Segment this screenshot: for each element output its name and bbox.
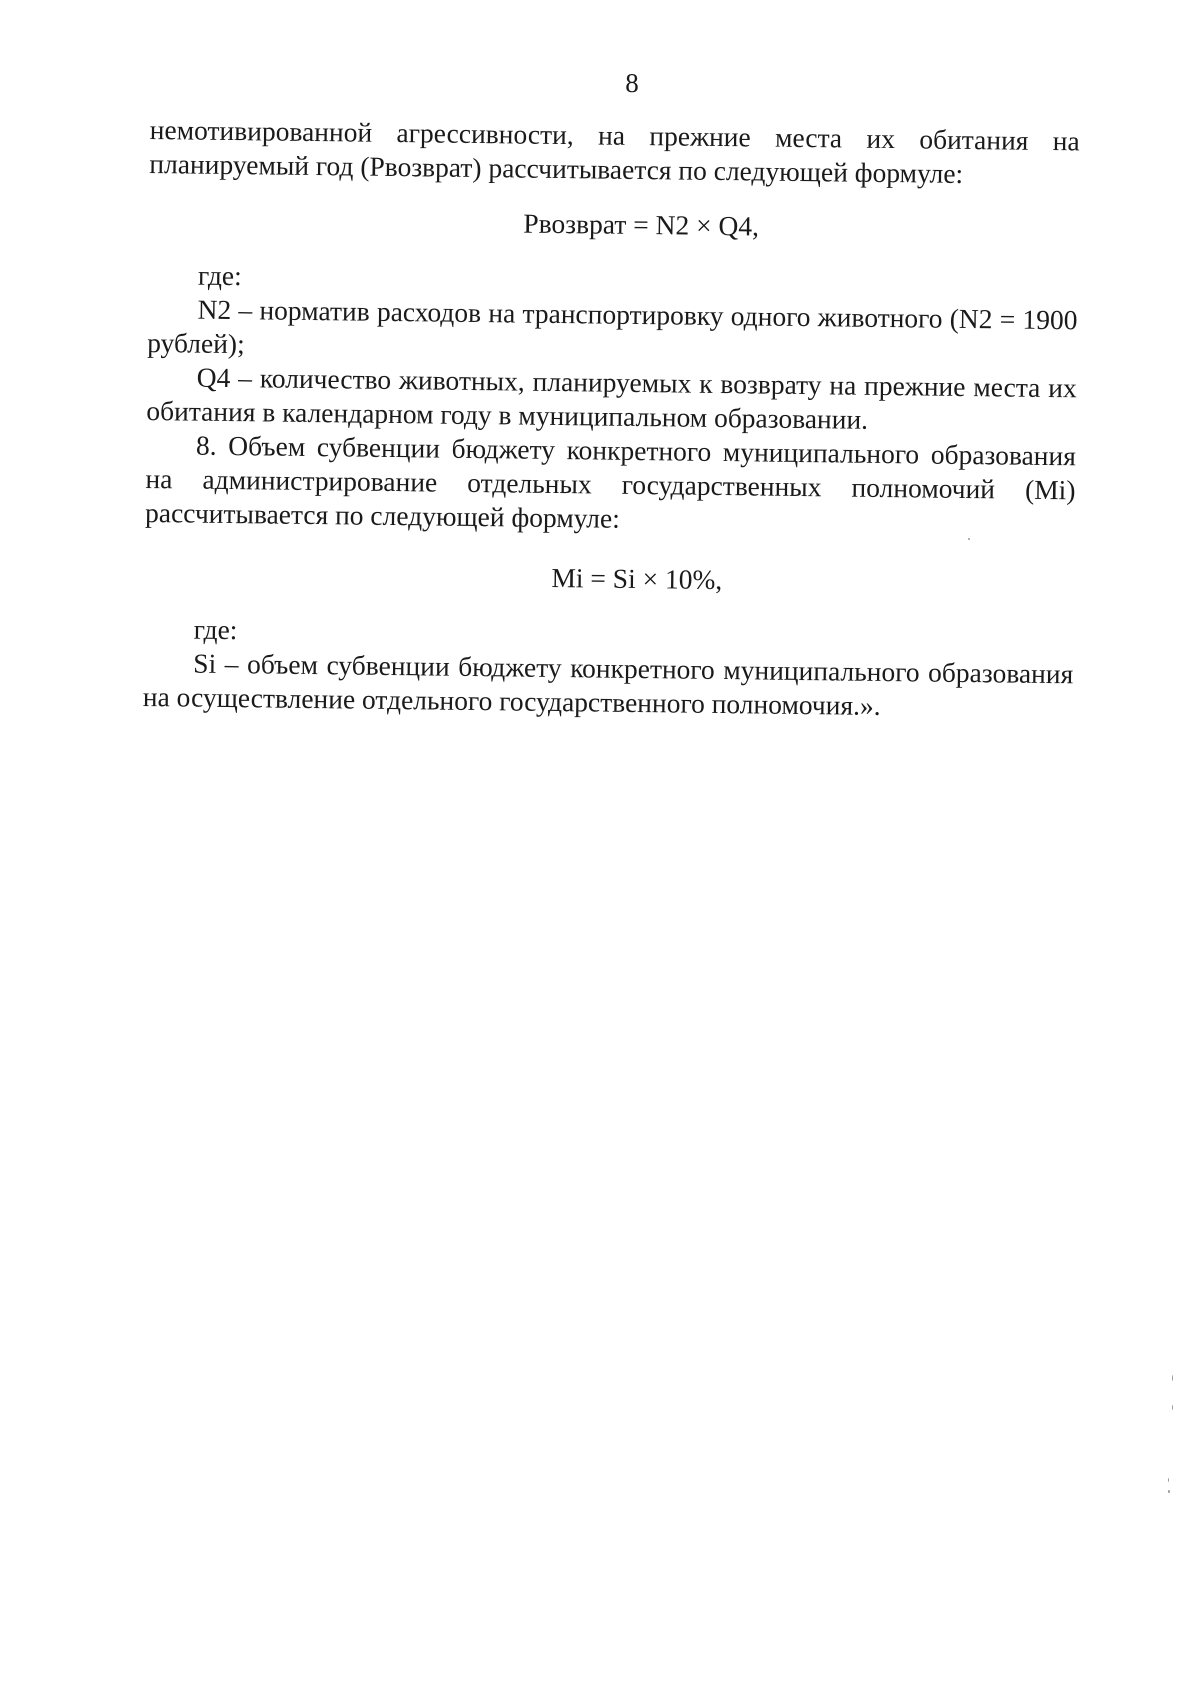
scan-speck (1168, 1478, 1169, 1482)
scan-speck (968, 538, 970, 540)
paragraph-continuation: немотивированной агрессивности, на прежние места их обитания на планируемый год (Pвозврат) рассчитывается по следующей формуле: (149, 113, 1080, 189)
definition-si: Si – объем субвенции бюджету конкретного муниципального образования на осуществление отдельного государственного полномочия.». (142, 647, 1074, 721)
scan-speck (1168, 1490, 1170, 1493)
formula-administration: Mi = Si × 10%, (551, 561, 723, 596)
scan-speck (1172, 1375, 1173, 1381)
paragraph-item-8: 8. Объем субвенции бюджету конкретного муниципального образования на администрирование отдельных государственных полномочий (Mi) рассчитывается по следующей формуле: (144, 429, 1077, 534)
page-number: 8 (625, 68, 639, 98)
formula-return-cost: Pвозврат = N2 × Q4, (523, 207, 760, 242)
definition-n2: N2 – норматив расходов на транспортировку одного животного (N2 = 1900 рублей); (147, 293, 1078, 360)
document-body (143, 113, 1080, 725)
where-label: где: (197, 259, 242, 292)
where-label-2: где: (193, 613, 238, 646)
definition-q4: Q4 – количество животных, планируемых к возврату на прежние места их обитания в календарном году в муниципальном образовании. (146, 361, 1077, 435)
scan-speck (1172, 1405, 1173, 1410)
